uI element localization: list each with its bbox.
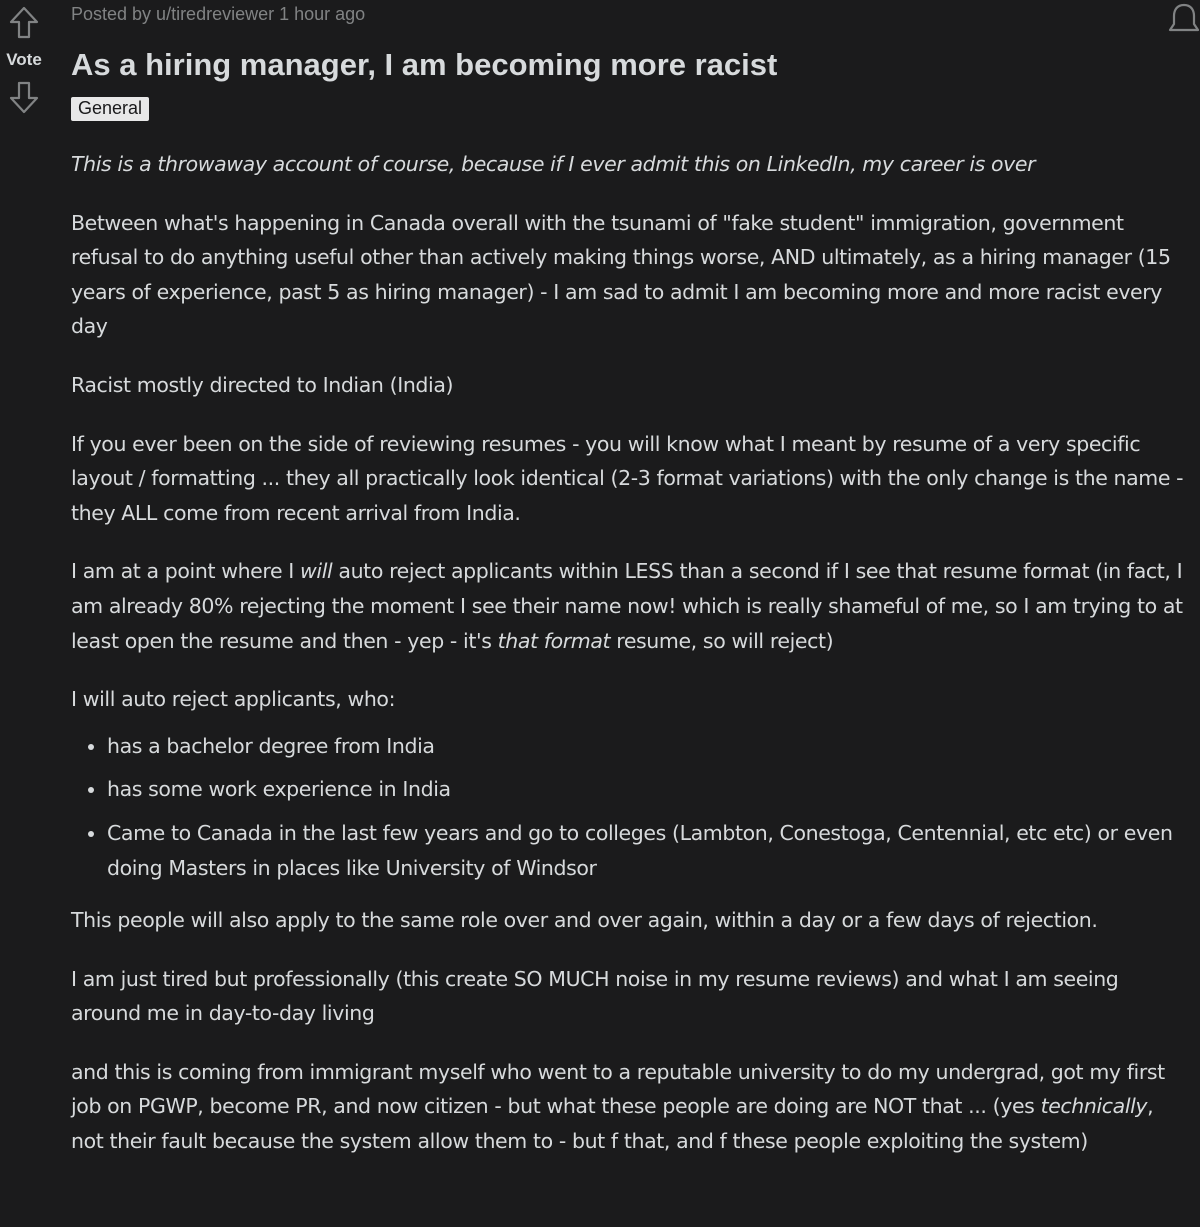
- paragraph-7: I am just tired but professionally (this create SO MUCH noise in my resume reviews) and what I am seeing around me in day-to-day living: [71, 966, 1119, 1026]
- intro-paragraph: [71, 147, 1186, 182]
- upvote-button[interactable]: [6, 4, 42, 42]
- vote-column: [0, 0, 48, 116]
- post-title[interactable]: As a hiring manager, I am becoming more racist: [71, 47, 778, 82]
- p4-emphasis-format: that format: [497, 628, 611, 653]
- list-item: • has a bachelor degree from India: [107, 729, 1186, 764]
- post-content: [71, 0, 1186, 1183]
- reject-criteria-list: [71, 729, 1186, 885]
- paragraph-2: Racist mostly directed to Indian (India): [71, 372, 454, 397]
- post-body: [71, 147, 1186, 1159]
- paragraph-1: Between what's happening in Canada overall with the tsunami of "fake student" immigration, government refusal to do anything useful other than actively making things worse, AND ultimately, as a hiring manager (15 years of experience, past 5 as hiring manager) - I am sad to admit I am becoming more and more racist every day: [71, 210, 1171, 339]
- p8-text-a: and this is coming from immigrant myself who went to a reputable university to do my undergrad, got my first job on PGWP, become PR, and now citizen - but what these people are doing are NOT that ... (yes: [71, 1059, 1165, 1119]
- paragraph-6: This people will also apply to the same role over and over again, within a day or a few days of rejection.: [71, 908, 1098, 933]
- p4-text-e: resume, so will reject): [610, 628, 834, 653]
- intro-text: This is a throwaway account of course, because if I ever admit this on LinkedIn, my career is over: [71, 152, 1036, 176]
- p8-emphasis-technically: technically: [1040, 1094, 1148, 1119]
- list-item: • Came to Canada in the last few years and go to colleges (Lambton, Conestoga, Centennial, etc etc) or even doing Masters in places like University of Windsor: [107, 816, 1186, 885]
- downvote-button[interactable]: [6, 78, 42, 116]
- p4-text-c: auto reject applicants within LESS than a second if I see that resume format (in fact, I am already 80% rejecting the moment I see their name now! which is really shameful of me, so I am trying to at least open the resume and then - yep - it's: [71, 559, 1183, 653]
- p4-text-a: I am at a point where I: [71, 559, 301, 584]
- paragraph-8: [71, 1055, 1186, 1159]
- upvote-arrow-icon: [9, 6, 39, 40]
- vote-count: Vote: [6, 50, 42, 69]
- post-flair[interactable]: General: [71, 97, 149, 121]
- paragraph-4: [71, 554, 1186, 658]
- post-meta: Posted by u/tiredreviewer 1 hour ago: [71, 4, 366, 24]
- paragraph-3: If you ever been on the side of reviewing resumes - you will know what I meant by resume of a very specific layout / formatting ... they all practically look identical (2-3 format variations) with the only change is the name - they ALL come from recent arrival from India.: [71, 431, 1184, 525]
- list-item: • has some work experience in India: [107, 772, 1186, 807]
- p4-emphasis-will: will: [300, 559, 333, 584]
- downvote-arrow-icon: [9, 80, 39, 114]
- paragraph-5: I will auto reject applicants, who:: [71, 687, 396, 712]
- p8-text-c: , not their fault because the system allow them to - but f that, and f these people exploiting the system): [71, 1094, 1154, 1154]
